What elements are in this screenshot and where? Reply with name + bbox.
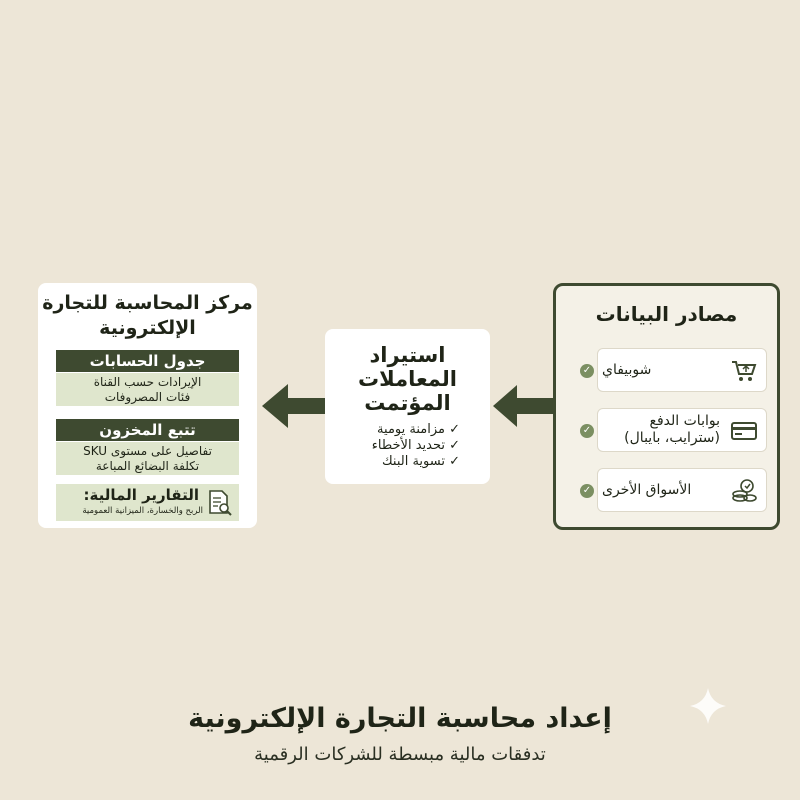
check-icon: ✓ (580, 364, 594, 378)
automated-import-panel (325, 329, 490, 484)
financial-reports-title: التقارير المالية: (83, 486, 199, 504)
source-payment-gateways (582, 408, 767, 452)
page-title: إعداد محاسبة التجارة الإلكترونية (188, 703, 612, 734)
section-line: فئات المصروفات (104, 390, 191, 404)
data-sources-title: مصادر البيانات (595, 302, 738, 326)
checklist-item: ✓ مزامنة يومية (377, 422, 460, 437)
check-icon: ✓ (580, 424, 594, 438)
checklist-item: ✓ تحديد الأخطاء (371, 438, 460, 453)
chart-of-accounts-heading: جدول الحسابات (56, 350, 239, 372)
source-label: شوبيفاي (602, 361, 652, 378)
source-label: بوابات الدفع (سترايب، بايبال) (624, 413, 720, 446)
section-line: تكلفة البضائع المباعة (95, 459, 200, 473)
accounting-hub-title: مركز المحاسبة للتجارة الإلكترونية (42, 292, 253, 339)
coins-icon (730, 478, 758, 504)
import-checklist (372, 422, 460, 470)
arrow-import-to-hub (262, 384, 325, 428)
check-icon: ✓ (580, 484, 594, 498)
inventory-tracking-heading: تتبع المخزون (56, 419, 239, 441)
page-subtitle: تدفقات مالية مبسطة للشركات الرقمية (254, 744, 546, 765)
data-sources-panel (553, 283, 780, 530)
automated-import-title: استيراد المعاملات المؤتمت (358, 343, 457, 415)
source-other-marketplaces (582, 468, 767, 512)
credit-card-icon (730, 418, 758, 444)
arrow-sources-to-import (493, 385, 553, 427)
shopping-cart-icon (730, 358, 758, 384)
report-search-icon (207, 489, 233, 517)
inventory-tracking-body (56, 442, 239, 475)
source-shopify (582, 348, 767, 392)
checklist-item: ✓ تسوية البنك (381, 454, 460, 469)
section-line: الإيرادات حسب القناة (93, 375, 202, 389)
financial-reports-subtitle: الربح والخسارة، الميزانية العمومية (82, 506, 203, 516)
source-label: الأسواق الأخرى (602, 481, 692, 498)
chart-of-accounts-body (56, 373, 239, 406)
financial-reports-section (56, 484, 239, 521)
section-line: تفاصيل على مستوى SKU (83, 444, 212, 458)
